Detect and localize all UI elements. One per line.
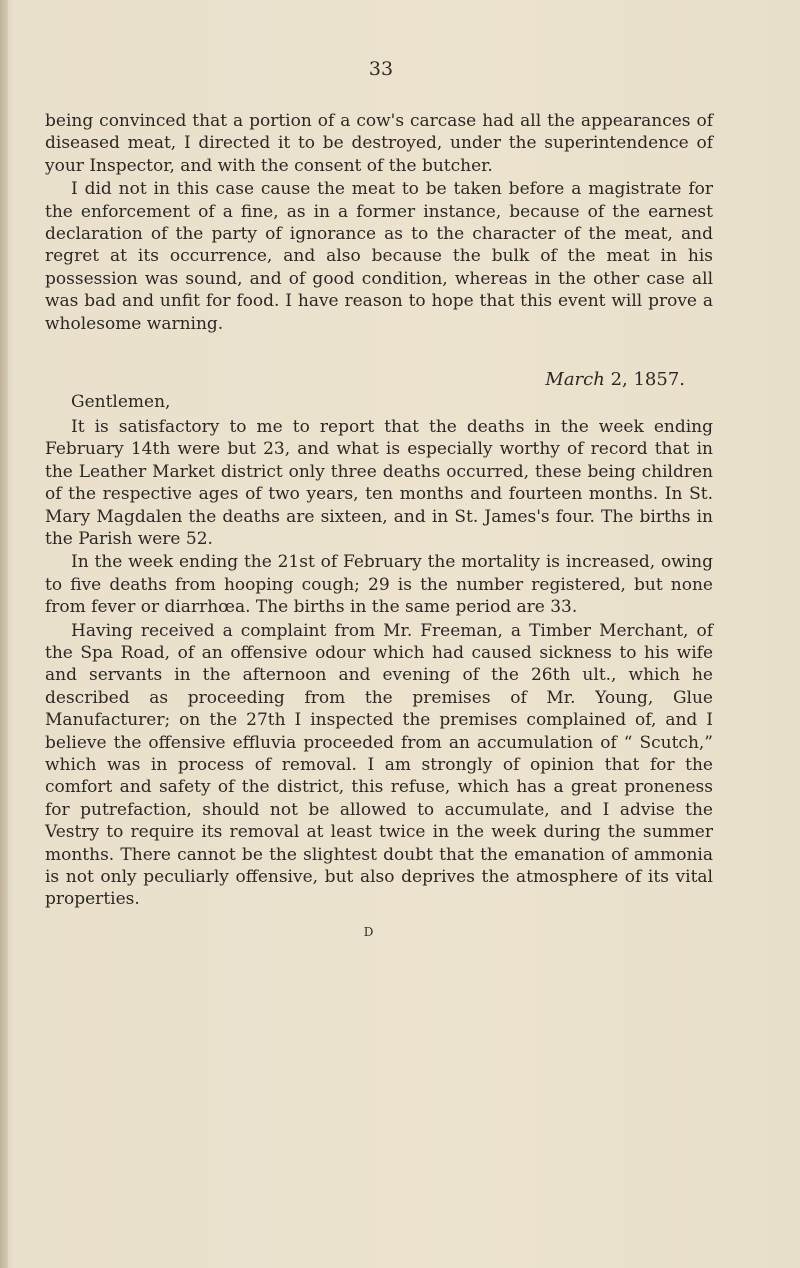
signature-mark: D [363, 924, 375, 939]
letter-paragraph-1: It is satisfactory to me to report that the deaths in the week ending February 14th were but 23, and what is especially worthy of record that in the Leather Market district only three deaths occurred, these being children of the respective ages of two years, ten months and fourteen months. In St. Mary Magdalen the deaths are sixteen, and in St. James's four. The births in the Parish were 52. [45, 416, 713, 549]
page-gutter [0, 0, 8, 1268]
salutation: Gentlemen, [71, 392, 171, 413]
letter-paragraph-2: In the week ending the 21st of February the mortality is increased, owing to five deaths from hooping cough; 29 is the number registered, but none from fever or diarrhœa. The births in the same period are 33. [45, 552, 713, 618]
paragraph-2: I did not in this case cause the meat to be taken before a magistrate for the enforcement of a fine, as in a former instance, because of the earnest declaration of the party of ignorance as to the character of the meat, and regret at its occurrence, and also because the bulk of the meat in his possession was sound, and of good condition, whereas in the other case all was bad and unfit for food. I have reason to hope that this event will prove a wholesome warning. [45, 179, 713, 334]
page-number: 33 [368, 58, 394, 80]
date-month: March [545, 369, 605, 391]
letter-date [45, 369, 713, 391]
date-day-year: 2, 1857. [604, 369, 685, 391]
body-text [45, 110, 713, 943]
paragraph-1: being convinced that a portion of a cow's carcase had all the appearances of diseased meat, I directed it to be destroyed, under the superintendence of your Inspector, and with the consent of the butcher. [45, 111, 713, 176]
letter-paragraph-3: Having received a complaint from Mr. Freeman, a Timber Merchant, of the Spa Road, of an offensive odour which had caused sickness to his wife and servants in the afternoon and evening of the 26th ult., which he described as proceeding from the premises of Mr. Young, Glue Manufacturer; on the 27th I inspected the premises complained of, and I believe the offensive effluvia proceeded from an accumulation of “ Scutch,” which was in process of removal. I am strongly of opinion that for the comfort and safety of the district, this refuse, which has a great proneness for putrefaction, should not be allowed to accumulate, and I advise the Vestry to require its removal at least twice in the week during the summer months. There cannot be the slightest doubt that the emanation of ammonia is not only peculiarly offensive, but also deprives the atmosphere of its vital properties. [45, 620, 713, 910]
